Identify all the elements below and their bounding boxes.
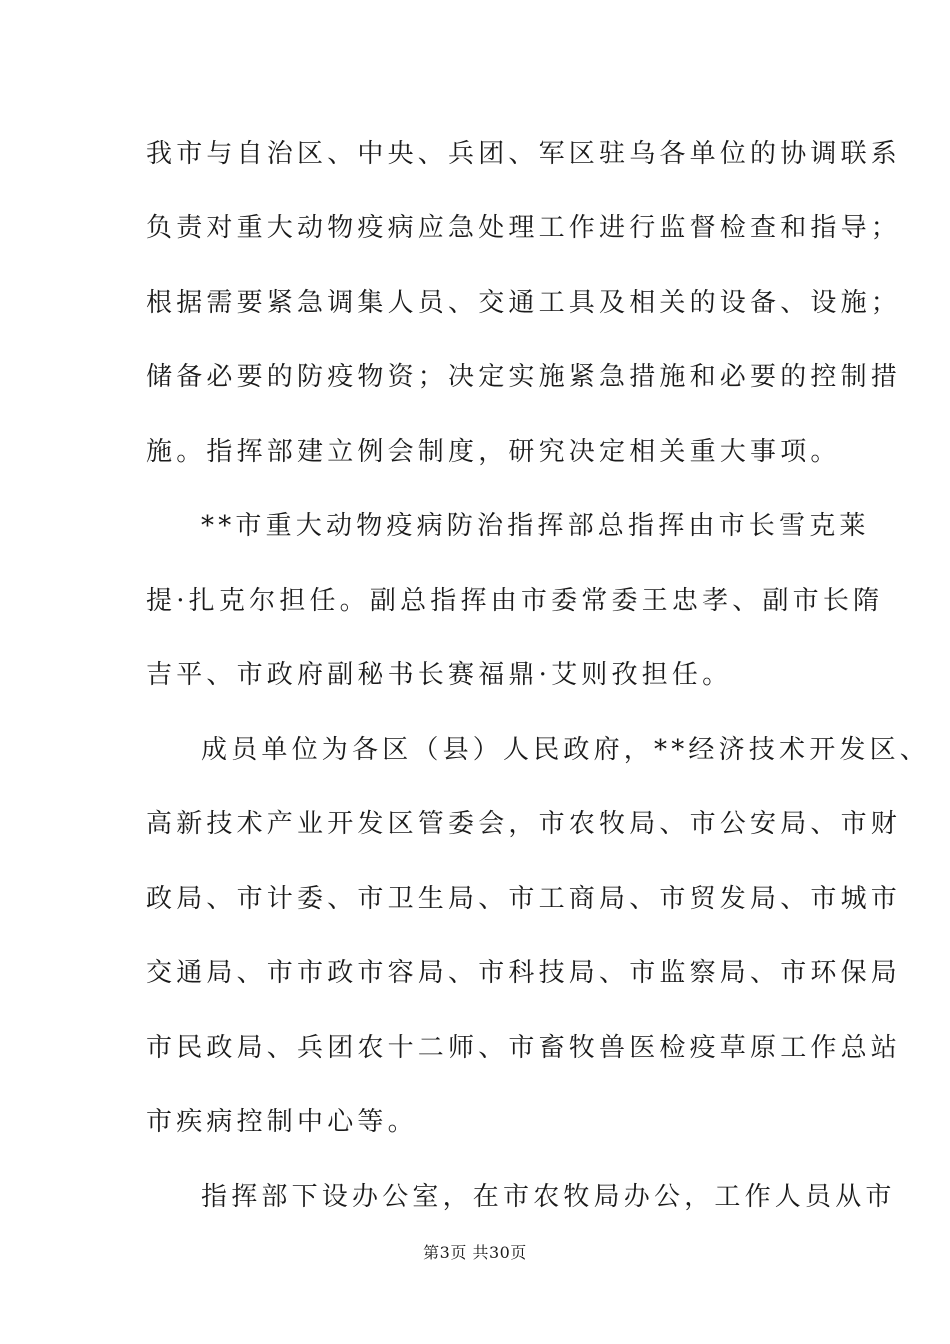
body-text-line: 吉平、市政府副秘书长赛福鼎·艾则孜担任。 [146, 660, 733, 690]
paragraph-start-line: 指挥部下设办公室，在市农牧局办公，工作人员从市 [201, 1182, 896, 1212]
paragraph-start-line: **市重大动物疫病防治指挥部总指挥由市长雪克莱 [201, 511, 870, 541]
body-text-line: 交通局、市市政市容局、市科技局、市监察局、市环保局 [146, 958, 902, 988]
body-text-line: 高新技术产业开发区管委会，市农牧局、市公安局、市财 [146, 809, 902, 839]
body-text-line: 施。指挥部建立例会制度，研究决定相关重大事项。 [146, 437, 841, 467]
page-number-footer: 第3页 共30页 [423, 1243, 527, 1262]
body-text-line: 我市与自治区、中央、兵团、军区驻乌各单位的协调联系 [146, 139, 902, 169]
body-text-line: 负责对重大动物疫病应急处理工作进行监督检查和指导； [146, 213, 902, 243]
body-text-line: 市疾病控制中心等。 [146, 1107, 418, 1137]
body-text-line: 储备必要的防疫物资；决定实施紧急措施和必要的控制措 [146, 362, 902, 392]
body-text-line: 提·扎克尔担任。副总指挥由市委常委王忠孝、副市长隋 [146, 586, 884, 616]
body-text-line: 政局、市计委、市卫生局、市工商局、市贸发局、市城市 [146, 884, 902, 914]
paragraph-start-line: 成员单位为各区（县）人民政府，**经济技术开发区、 [201, 735, 931, 765]
body-text-line: 市民政局、兵团农十二师、市畜牧兽医检疫草原工作总站 [146, 1033, 902, 1063]
body-text-line: 根据需要紧急调集人员、交通工具及相关的设备、设施； [146, 288, 902, 318]
